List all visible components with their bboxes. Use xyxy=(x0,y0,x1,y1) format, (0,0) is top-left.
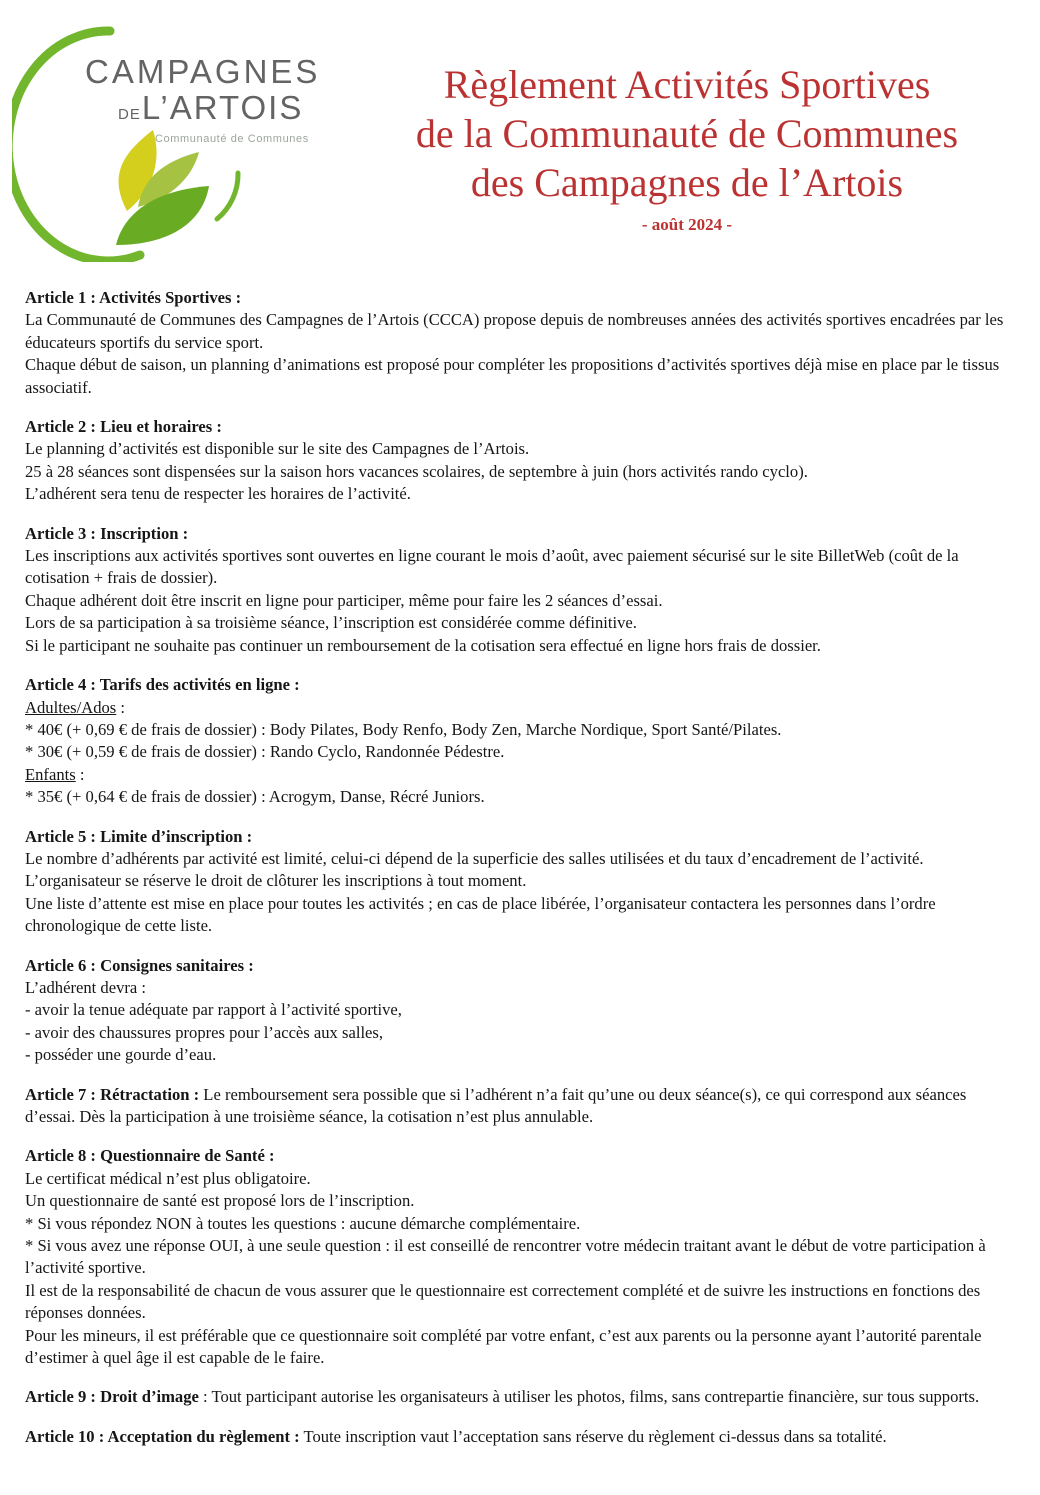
article-2 xyxy=(25,416,1020,506)
adultes-ados-label: Adultes/Ados xyxy=(25,697,117,717)
document-body xyxy=(0,262,1040,1448)
article-6 xyxy=(25,955,1020,1067)
article-8-paragraph: Un questionnaire de santé est proposé lors de l’inscription. xyxy=(25,1191,415,1211)
article-7-heading: Article 7 : Rétractation : xyxy=(25,1084,200,1104)
article-2-paragraph: L’adhérent sera tenu de respecter les horaires de l’activité. xyxy=(25,484,411,504)
article-8-paragraph: Le certificat médical n’est plus obligatoire. xyxy=(25,1168,311,1188)
title-line-2: de la Communauté de Communes xyxy=(415,111,959,156)
article-2-paragraph: 25 à 28 séances sont dispensées sur la saison hors vacances scolaires, de septembre à juin (hors activités rando cyclo). xyxy=(25,461,808,481)
logo-tagline: Communauté de Communes xyxy=(155,133,309,145)
article-6-list-item: - avoir la tenue adéquate par rapport à l’activité sportive, xyxy=(25,1000,402,1020)
article-5 xyxy=(25,826,1020,938)
article-4-group-label xyxy=(25,764,1020,786)
article-10-paragraph xyxy=(25,1426,1020,1448)
article-1-paragraph: Chaque début de saison, un planning d’animations est proposé pour compléter les propositions d’activités sportives déjà mise en place par le tissus associatif. xyxy=(25,355,1000,397)
article-10-text: Toute inscription vaut l’acceptation sans réserve du règlement ci-dessus dans sa totalité. xyxy=(299,1426,887,1446)
article-6-list-item: - posséder une gourde d’eau. xyxy=(25,1045,217,1065)
logo-wordmark-artois: L’ARTOIS xyxy=(141,89,304,126)
article-9-heading: Article 9 : Droit d’image xyxy=(25,1387,199,1407)
article-3-paragraph: Si le participant ne souhaite pas continuer un remboursement de la cotisation sera effectué en ligne hors frais de dossier. xyxy=(25,635,821,655)
article-4-tariff: * 40€ (+ 0,69 € de frais de dossier) : Body Pilates, Body Renfo, Body Zen, Marche Nordique, Sport Santé/Pilates. xyxy=(25,719,782,739)
article-8-paragraph: * Si vous répondez NON à toutes les questions : aucune démarche complémentaire. xyxy=(25,1213,581,1233)
article-4-tariff: * 35€ (+ 0,64 € de frais de dossier) : Acrogym, Danse, Récré Juniors. xyxy=(25,787,485,807)
article-1-heading: Article 1 : Activités Sportives : xyxy=(25,288,242,307)
logo-small-arc-icon xyxy=(217,173,238,219)
article-6-list-item: - avoir des chaussures propres pour l’accès aux salles, xyxy=(25,1022,384,1042)
article-9-text: : Tout participant autorise les organisateurs à utiliser les photos, films, sans contrepartie financière, sur tous supports. xyxy=(198,1387,980,1407)
title-line-3: des Campagnes de l’Artois xyxy=(470,160,904,205)
label-suffix: : xyxy=(116,697,126,717)
article-10 xyxy=(25,1426,1020,1448)
article-5-heading: Article 5 : Limite d’inscription : xyxy=(25,826,253,846)
article-8 xyxy=(25,1145,1020,1369)
article-4-group-label xyxy=(25,697,1020,719)
article-5-paragraph: Une liste d’attente est mise en place pour toutes les activités ; en cas de place libérée, l’organisateur contactera les personnes dans l’ordre chronologique de cette liste. xyxy=(25,893,936,936)
article-4 xyxy=(25,674,1020,808)
article-9 xyxy=(25,1386,1020,1408)
article-6-heading: Article 6 : Consignes sanitaires : xyxy=(25,955,254,975)
campagnes-artois-logo xyxy=(12,26,344,262)
article-9-paragraph xyxy=(25,1386,1020,1408)
article-3-paragraph: Lors de sa participation à sa troisième séance, l’inscription est considérée comme définitive. xyxy=(25,613,637,633)
article-5-paragraph: Le nombre d’adhérents par activité est limité, celui-ci dépend de la superficie des salles utilisées et du taux d’encadrement de l’activité. xyxy=(25,848,924,868)
article-10-heading: Article 10 : Acceptation du règlement : xyxy=(25,1426,300,1446)
article-4-heading: Article 4 : Tarifs des activités en ligne : xyxy=(25,675,300,695)
article-8-paragraph: Pour les mineurs, il est préférable que ce questionnaire soit complété par votre enfant, c’est aux parents ou la personne ayant l’autorité parentale d’estimer à quel âge il est capable de le faire. xyxy=(25,1325,982,1368)
logo-wordmark-de: DE xyxy=(118,106,141,123)
article-7-paragraph xyxy=(25,1084,1020,1129)
article-8-paragraph: * Si vous avez une réponse OUI, à une seule question : il est conseillé de rencontrer votre médecin traitant avant le début de votre participation à l’activité sportive. xyxy=(25,1236,986,1278)
article-3-paragraph: Chaque adhérent doit être inscrit en ligne pour participer, même pour faire les 2 séances d’essai. xyxy=(25,590,663,610)
article-3 xyxy=(25,523,1020,657)
article-1-paragraph: La Communauté de Communes des Campagnes de l’Artois (CCCA) propose depuis de nombreuses années des activités sportives encadrées par les éducateurs sportifs du service sport. xyxy=(25,310,1004,352)
title-line-1: Règlement Activités Sportives xyxy=(443,62,931,107)
logo-wordmark-line1: CAMPAGNES xyxy=(85,53,321,90)
document-header xyxy=(0,0,1040,262)
article-4-tariff: * 30€ (+ 0,59 € de frais de dossier) : Rando Cyclo, Randonnée Pédestre. xyxy=(25,742,505,762)
article-8-paragraph: Il est de la responsabilité de chacun de vous assurer que le questionnaire est correctement complété et de suivre les instructions en fonctions des réponses données. xyxy=(25,1280,981,1323)
date-subtitle: - août 2024 - xyxy=(641,215,733,234)
page-title xyxy=(350,60,1024,235)
article-1 xyxy=(25,287,1020,399)
article-3-heading: Article 3 : Inscription : xyxy=(25,523,189,543)
article-8-heading: Article 8 : Questionnaire de Santé : xyxy=(25,1146,275,1166)
article-7 xyxy=(25,1084,1020,1129)
logo-wordmark-line2 xyxy=(118,89,303,127)
enfants-label: Enfants xyxy=(25,764,76,784)
article-3-paragraph: Les inscriptions aux activités sportives sont ouvertes en ligne courant le mois d’août, avec paiement sécurisé sur le site BilletWeb (coût de la cotisation + frais de dossier). xyxy=(25,546,959,588)
article-7-text: Le remboursement sera possible que si l’adhérent n’a fait qu’une ou deux séance(s), ce qui correspond aux séances d’essai. Dès la participation à une troisième séance, la cotisation n’est plus annulable. xyxy=(25,1084,967,1126)
article-6-paragraph: L’adhérent devra : xyxy=(25,977,147,997)
article-2-paragraph: Le planning d’activités est disponible sur le site des Campagnes de l’Artois. xyxy=(25,439,530,459)
article-2-heading: Article 2 : Lieu et horaires : xyxy=(25,417,222,437)
article-5-paragraph: L’organisateur se réserve le droit de clôturer les inscriptions à tout moment. xyxy=(25,871,527,891)
label-suffix: : xyxy=(75,764,85,784)
